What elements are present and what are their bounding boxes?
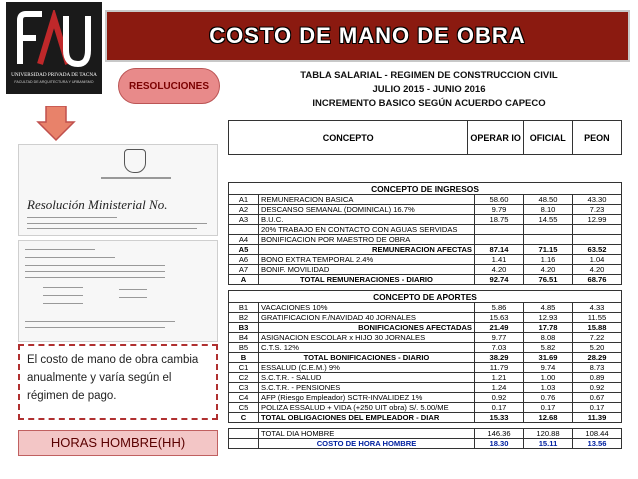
logo-name: UNIVERSIDAD PRIVADA DE TACNA xyxy=(11,72,97,78)
university-logo xyxy=(6,2,102,94)
table-row xyxy=(229,225,622,235)
cell-oficial: 8.10 xyxy=(524,205,573,215)
cell-operario: 1.24 xyxy=(475,383,524,393)
cell-operario: 4.20 xyxy=(475,265,524,275)
table-row xyxy=(229,373,622,383)
table-row xyxy=(229,333,622,343)
cell-oficial: 71.15 xyxy=(524,245,573,255)
cell-operario: 1.21 xyxy=(475,373,524,383)
cell-concept: DESCANSO SEMANAL (DOMINICAL) 16.7% xyxy=(259,205,475,215)
cell-oficial: 1.03 xyxy=(524,383,573,393)
resolution-title: Resolución Ministerial No. xyxy=(27,197,168,212)
cell-oficial: 48.50 xyxy=(524,195,573,205)
cell-code: A2 xyxy=(229,205,259,215)
cell-peon: 0.17 xyxy=(573,403,622,413)
cell-oficial: 31.69 xyxy=(524,353,573,363)
cell-code: A5 xyxy=(229,245,259,255)
cell-peon xyxy=(573,235,622,245)
table-row xyxy=(229,313,622,323)
note-box: El costo de mano de obra cambia anualmente y varía según el régimen de pago. xyxy=(18,344,218,420)
cell-operario: 0.92 xyxy=(475,393,524,403)
cell-oficial: 5.82 xyxy=(524,343,573,353)
table-row xyxy=(229,343,622,353)
coat-of-arms-icon xyxy=(124,149,146,173)
cell-concept: BONIF. MOVILIDAD xyxy=(259,265,475,275)
cell-oficial: 12.68 xyxy=(524,413,573,423)
cell-oficial: 4.20 xyxy=(524,265,573,275)
cell-peon: 108.44 xyxy=(573,429,622,439)
cell-peon: 11.39 xyxy=(573,413,622,423)
cell-peon: 15.88 xyxy=(573,323,622,333)
cell-concept: C.T.S. 12% xyxy=(259,343,475,353)
cell-oficial: 76.51 xyxy=(524,275,573,285)
cell-oficial: 0.76 xyxy=(524,393,573,403)
cell-code: B4 xyxy=(229,333,259,343)
cell-oficial: 14.55 xyxy=(524,215,573,225)
cell-code: B2 xyxy=(229,313,259,323)
cell-code: B1 xyxy=(229,303,259,313)
cell-concept: TOTAL DIA HOMBRE xyxy=(259,429,475,439)
cell-code: C xyxy=(229,413,259,423)
table-column-headers xyxy=(228,120,622,155)
cell-oficial: 4.85 xyxy=(524,303,573,313)
section-aportes: CONCEPTO DE APORTES xyxy=(229,291,622,303)
cell-operario: 15.63 xyxy=(475,313,524,323)
cell-concept: TOTAL BONIFICACIONES - DIARIO xyxy=(259,353,475,363)
cell-oficial: 12.93 xyxy=(524,313,573,323)
cell-peon: 11.55 xyxy=(573,313,622,323)
cell-concept: BONIFICACIONES AFECTADAS xyxy=(259,323,475,333)
col-oficial: OFICIAL xyxy=(523,121,572,155)
table-row xyxy=(229,255,622,265)
cell-oficial: 1.16 xyxy=(524,255,573,265)
total-dia-row xyxy=(229,429,622,439)
cell-concept: 20% TRABAJO EN CONTACTO CON AGUAS SERVIDAS xyxy=(259,225,475,235)
salary-table xyxy=(228,182,622,449)
cell-operario: 11.79 xyxy=(475,363,524,373)
cell-code: B3 xyxy=(229,323,259,333)
table-row xyxy=(229,413,622,423)
slide-title: COSTO DE MANO DE OBRA xyxy=(209,23,526,48)
title-bar xyxy=(105,10,630,62)
cell-peon: 1.04 xyxy=(573,255,622,265)
cell-concept: BONIFICACION POR MAESTRO DE OBRA xyxy=(259,235,475,245)
cell-peon: 0.89 xyxy=(573,373,622,383)
cell-operario: 18.75 xyxy=(475,215,524,225)
cell-oficial: 8.08 xyxy=(524,333,573,343)
cell-oficial: 17.78 xyxy=(524,323,573,333)
cell-code: A3 xyxy=(229,215,259,225)
cell-code: A6 xyxy=(229,255,259,265)
cell-operario: 58.60 xyxy=(475,195,524,205)
cell-code: C1 xyxy=(229,363,259,373)
cell-peon: 13.56 xyxy=(573,439,622,449)
cell-peon: 12.99 xyxy=(573,215,622,225)
fau-logo-icon xyxy=(16,10,92,68)
cell-peon: 68.76 xyxy=(573,275,622,285)
cell-peon: 4.33 xyxy=(573,303,622,313)
cell-peon: 43.30 xyxy=(573,195,622,205)
cell-oficial: 9.74 xyxy=(524,363,573,373)
table-title: TABLA SALARIAL - REGIMEN DE CONSTRUCCION CIVIL xyxy=(300,70,558,81)
cell-operario: 21.49 xyxy=(475,323,524,333)
table-row xyxy=(229,353,622,363)
cell-operario: 15.33 xyxy=(475,413,524,423)
table-row xyxy=(229,265,622,275)
cell-concept: TOTAL OBLIGACIONES DEL EMPLEADOR - DIAR xyxy=(259,413,475,423)
cell-concept: POLIZA ESSALUD + VIDA (+250 UIT obra) S/. 5.00/ME xyxy=(259,403,475,413)
cell-operario: 5.86 xyxy=(475,303,524,313)
agreement-document-image xyxy=(18,240,218,342)
logo-subtitle: FACULTAD DE ARQUITECTURA Y URBANISMO xyxy=(14,80,94,84)
table-row xyxy=(229,323,622,333)
cell-concept: BONO EXTRA TEMPORAL 2.4% xyxy=(259,255,475,265)
table-row xyxy=(229,363,622,373)
cell-peon: 28.29 xyxy=(573,353,622,363)
salary-table-image xyxy=(228,64,630,474)
cell-operario: 146.36 xyxy=(475,429,524,439)
cell-operario: 92.74 xyxy=(475,275,524,285)
costo-hora-row xyxy=(229,439,622,449)
cell-peon: 5.20 xyxy=(573,343,622,353)
table-row xyxy=(229,245,622,255)
cell-oficial xyxy=(524,225,573,235)
horas-hombre-label: HORAS HOMBRE(HH) xyxy=(18,430,218,456)
cell-concept: S.C.T.R. - SALUD xyxy=(259,373,475,383)
cell-code xyxy=(229,225,259,235)
cell-peon xyxy=(573,225,622,235)
arrow-down-icon xyxy=(36,106,76,142)
cell-concept: GRATIFICACION F./NAVIDAD 40 JORNALES xyxy=(259,313,475,323)
table-row xyxy=(229,235,622,245)
cell-code: B5 xyxy=(229,343,259,353)
cell-concept: B.U.C. xyxy=(259,215,475,225)
cell-code: B xyxy=(229,353,259,363)
table-row xyxy=(229,383,622,393)
cell-concept: ESSALUD (C.E.M.) 9% xyxy=(259,363,475,373)
cell-operario: 0.17 xyxy=(475,403,524,413)
cell-concept: ASIGNACION ESCOLAR x HIJO 30 JORNALES xyxy=(259,333,475,343)
table-period: JULIO 2015 - JUNIO 2016 xyxy=(372,84,486,95)
cell-operario: 9.79 xyxy=(475,205,524,215)
cell-code: C2 xyxy=(229,373,259,383)
col-peon: PEON xyxy=(572,121,621,155)
cell-operario: 87.14 xyxy=(475,245,524,255)
cell-operario: 38.29 xyxy=(475,353,524,363)
table-row xyxy=(229,195,622,205)
table-row xyxy=(229,275,622,285)
cell-operario xyxy=(475,235,524,245)
cell-code: C4 xyxy=(229,393,259,403)
cell-concept: REMUNERACION BASICA xyxy=(259,195,475,205)
cell-peon: 63.52 xyxy=(573,245,622,255)
cell-code: A7 xyxy=(229,265,259,275)
cell-code xyxy=(229,429,259,439)
cell-oficial: 120.88 xyxy=(524,429,573,439)
cell-peon: 0.67 xyxy=(573,393,622,403)
cell-operario: 1.41 xyxy=(475,255,524,265)
cell-oficial: 0.17 xyxy=(524,403,573,413)
cell-concept: AFP (Riesgo Empleador) SCTR-INVALIDEZ 1% xyxy=(259,393,475,403)
resoluciones-pill: RESOLUCIONES xyxy=(118,68,220,104)
table-row xyxy=(229,205,622,215)
cell-code: A xyxy=(229,275,259,285)
cell-operario: 9.77 xyxy=(475,333,524,343)
cell-code: C3 xyxy=(229,383,259,393)
cell-concept: S.C.T.R. - PENSIONES xyxy=(259,383,475,393)
cell-concept: TOTAL REMUNERACIONES - DIARIO xyxy=(259,275,475,285)
col-operario: OPERAR IO xyxy=(468,121,524,155)
table-row xyxy=(229,403,622,413)
cell-concept: REMUNERACION AFECTAS xyxy=(259,245,475,255)
cell-code xyxy=(229,439,259,449)
cell-oficial: 1.00 xyxy=(524,373,573,383)
cell-operario: 18.30 xyxy=(475,439,524,449)
cell-code: C5 xyxy=(229,403,259,413)
cell-operario xyxy=(475,225,524,235)
cell-code: A4 xyxy=(229,235,259,245)
table-row xyxy=(229,303,622,313)
resolution-document-image xyxy=(18,144,218,236)
section-ingresos: CONCEPTO DE INGRESOS xyxy=(229,183,622,195)
cell-peon: 7.22 xyxy=(573,333,622,343)
cell-operario: 7.03 xyxy=(475,343,524,353)
cell-concept: VACACIONES 10% xyxy=(259,303,475,313)
cell-oficial: 15.11 xyxy=(524,439,573,449)
cell-peon: 8.73 xyxy=(573,363,622,373)
col-concepto: CONCEPTO xyxy=(229,121,468,155)
table-row xyxy=(229,215,622,225)
table-subtitle: INCREMENTO BASICO SEGÚN ACUERDO CAPECO xyxy=(312,98,546,109)
cell-oficial xyxy=(524,235,573,245)
cell-concept: COSTO DE HORA HOMBRE xyxy=(259,439,475,449)
cell-peon: 7.23 xyxy=(573,205,622,215)
table-row xyxy=(229,393,622,403)
cell-peon: 4.20 xyxy=(573,265,622,275)
cell-code: A1 xyxy=(229,195,259,205)
cell-peon: 0.92 xyxy=(573,383,622,393)
